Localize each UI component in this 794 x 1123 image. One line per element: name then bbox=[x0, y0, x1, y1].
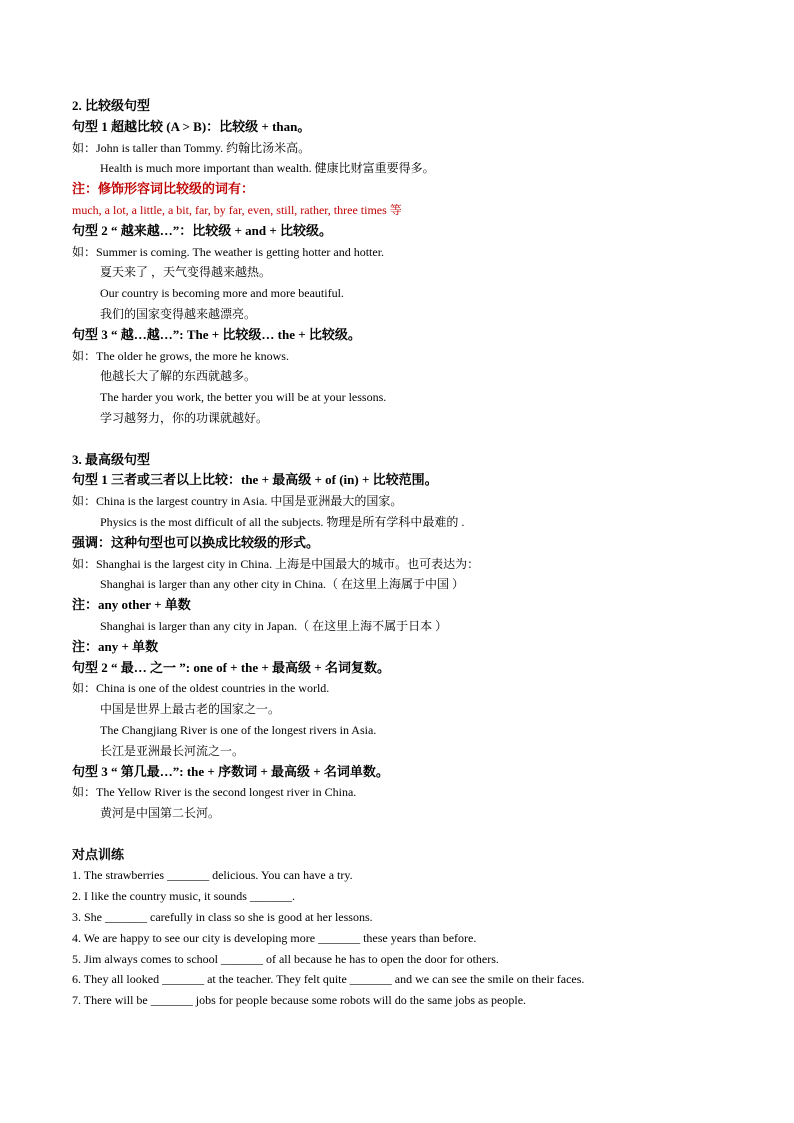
example-line: 如：The older he grows, the more he knows. bbox=[72, 348, 289, 363]
note-title: 注：修饰形容词比较级的词有： bbox=[72, 181, 255, 197]
spacer bbox=[72, 824, 722, 845]
example-line: Health is much more important than wealth. 健康比财富重要得多。 bbox=[100, 161, 435, 176]
example-translation: 学习越努力，你的功课就越好。 bbox=[100, 410, 269, 425]
example-line: Our country is becoming more and more beautiful. bbox=[100, 286, 344, 301]
example-translation: 中国是世界上最古老的国家之一。 bbox=[100, 702, 281, 717]
example-line: 如：China is the largest country in Asia. 中国是亚洲最大的国家。 bbox=[72, 494, 403, 509]
note-any: 注：any + 单数 bbox=[72, 638, 159, 654]
pattern-2-2: 句型 2 “ 越来越…”：比较级 + and + 比较级。 bbox=[72, 222, 333, 238]
pattern-2-3: 句型 3 “ 越…越…”: The + 比较级… the + 比较级。 bbox=[72, 326, 361, 342]
example-translation: 他越长大了解的东西就越多。 bbox=[100, 369, 257, 384]
practice-item: 5. Jim always comes to school _______ of all because he has to open the door for others. bbox=[72, 951, 499, 966]
document-page bbox=[72, 96, 722, 1011]
example-line: The Changjiang River is one of the longest rivers in Asia. bbox=[100, 722, 377, 737]
pattern-3-1: 句型 1 三者或三者以上比较：the + 最高级 + of (in) + 比较范围。 bbox=[72, 472, 438, 488]
example-translation: 长江是亚洲最长河流之一。 bbox=[100, 743, 245, 758]
note-word-list: much, a lot, a little, a bit, far, by far, even, still, rather, three times 等 bbox=[72, 202, 402, 217]
example-line: 如：China is one of the oldest countries in the world. bbox=[72, 681, 330, 696]
note-any-other: 注：any other + 单数 bbox=[72, 597, 191, 613]
example-line: Shanghai is larger than any other city in China.（ 在这里上海属于中国 ） bbox=[100, 577, 465, 592]
pattern-3-2: 句型 2 “ 最… 之一 ”: one of + the + 最高级 + 名词复数。 bbox=[72, 659, 390, 675]
example-line: 如：Shanghai is the largest city in China. 上海是中国最大的城市。也可表达为： bbox=[72, 556, 480, 571]
spacer bbox=[72, 429, 722, 450]
example-line: The harder you work, the better you will be at your lessons. bbox=[100, 390, 387, 405]
example-translation: 夏天来了 ，天气变得越来越热。 bbox=[100, 265, 272, 280]
practice-item: 1. The strawberries _______ delicious. You can have a try. bbox=[72, 868, 353, 883]
section-3-title: 3. 最高级句型 bbox=[72, 451, 151, 467]
example-translation: 黄河是中国第二长河。 bbox=[100, 806, 221, 821]
practice-item: 2. I like the country music, it sounds _______. bbox=[72, 889, 295, 904]
practice-title: 对点训练 bbox=[72, 846, 125, 862]
practice-item: 3. She _______ carefully in class so she is good at her lessons. bbox=[72, 910, 373, 925]
pattern-3-3: 句型 3 “ 第几最…”: the + 序数词 + 最高级 + 名词单数。 bbox=[72, 763, 389, 779]
section-2-title: 2. 比较级句型 bbox=[72, 98, 151, 113]
practice-item: 6. They all looked _______ at the teacher. They felt quite _______ and we can see the smile on their faces. bbox=[72, 972, 585, 987]
example-line: 如：John is taller than Tommy. 约翰比汤米高。 bbox=[72, 140, 311, 155]
example-line: Physics is the most difficult of all the subjects. 物理是所有学科中最难的 . bbox=[100, 514, 465, 529]
pattern-2-1: 句型 1 超越比较 (A > B)：比较级 + than。 bbox=[72, 118, 311, 134]
example-line: 如：The Yellow River is the second longest river in China. bbox=[72, 785, 357, 800]
example-translation: 我们的国家变得越来越漂亮。 bbox=[100, 306, 257, 321]
example-line: Shanghai is larger than any city in Japan.（ 在这里上海不属于日本 ） bbox=[100, 618, 448, 633]
emphasis-note: 强调：这种句型也可以换成比较级的形式。 bbox=[72, 534, 320, 550]
practice-item: 4. We are happy to see our city is developing more _______ these years than before. bbox=[72, 930, 477, 945]
practice-item: 7. There will be _______ jobs for people because some robots will do the same jobs as people. bbox=[72, 993, 527, 1008]
example-line: 如：Summer is coming. The weather is getting hotter and hotter. bbox=[72, 244, 385, 259]
